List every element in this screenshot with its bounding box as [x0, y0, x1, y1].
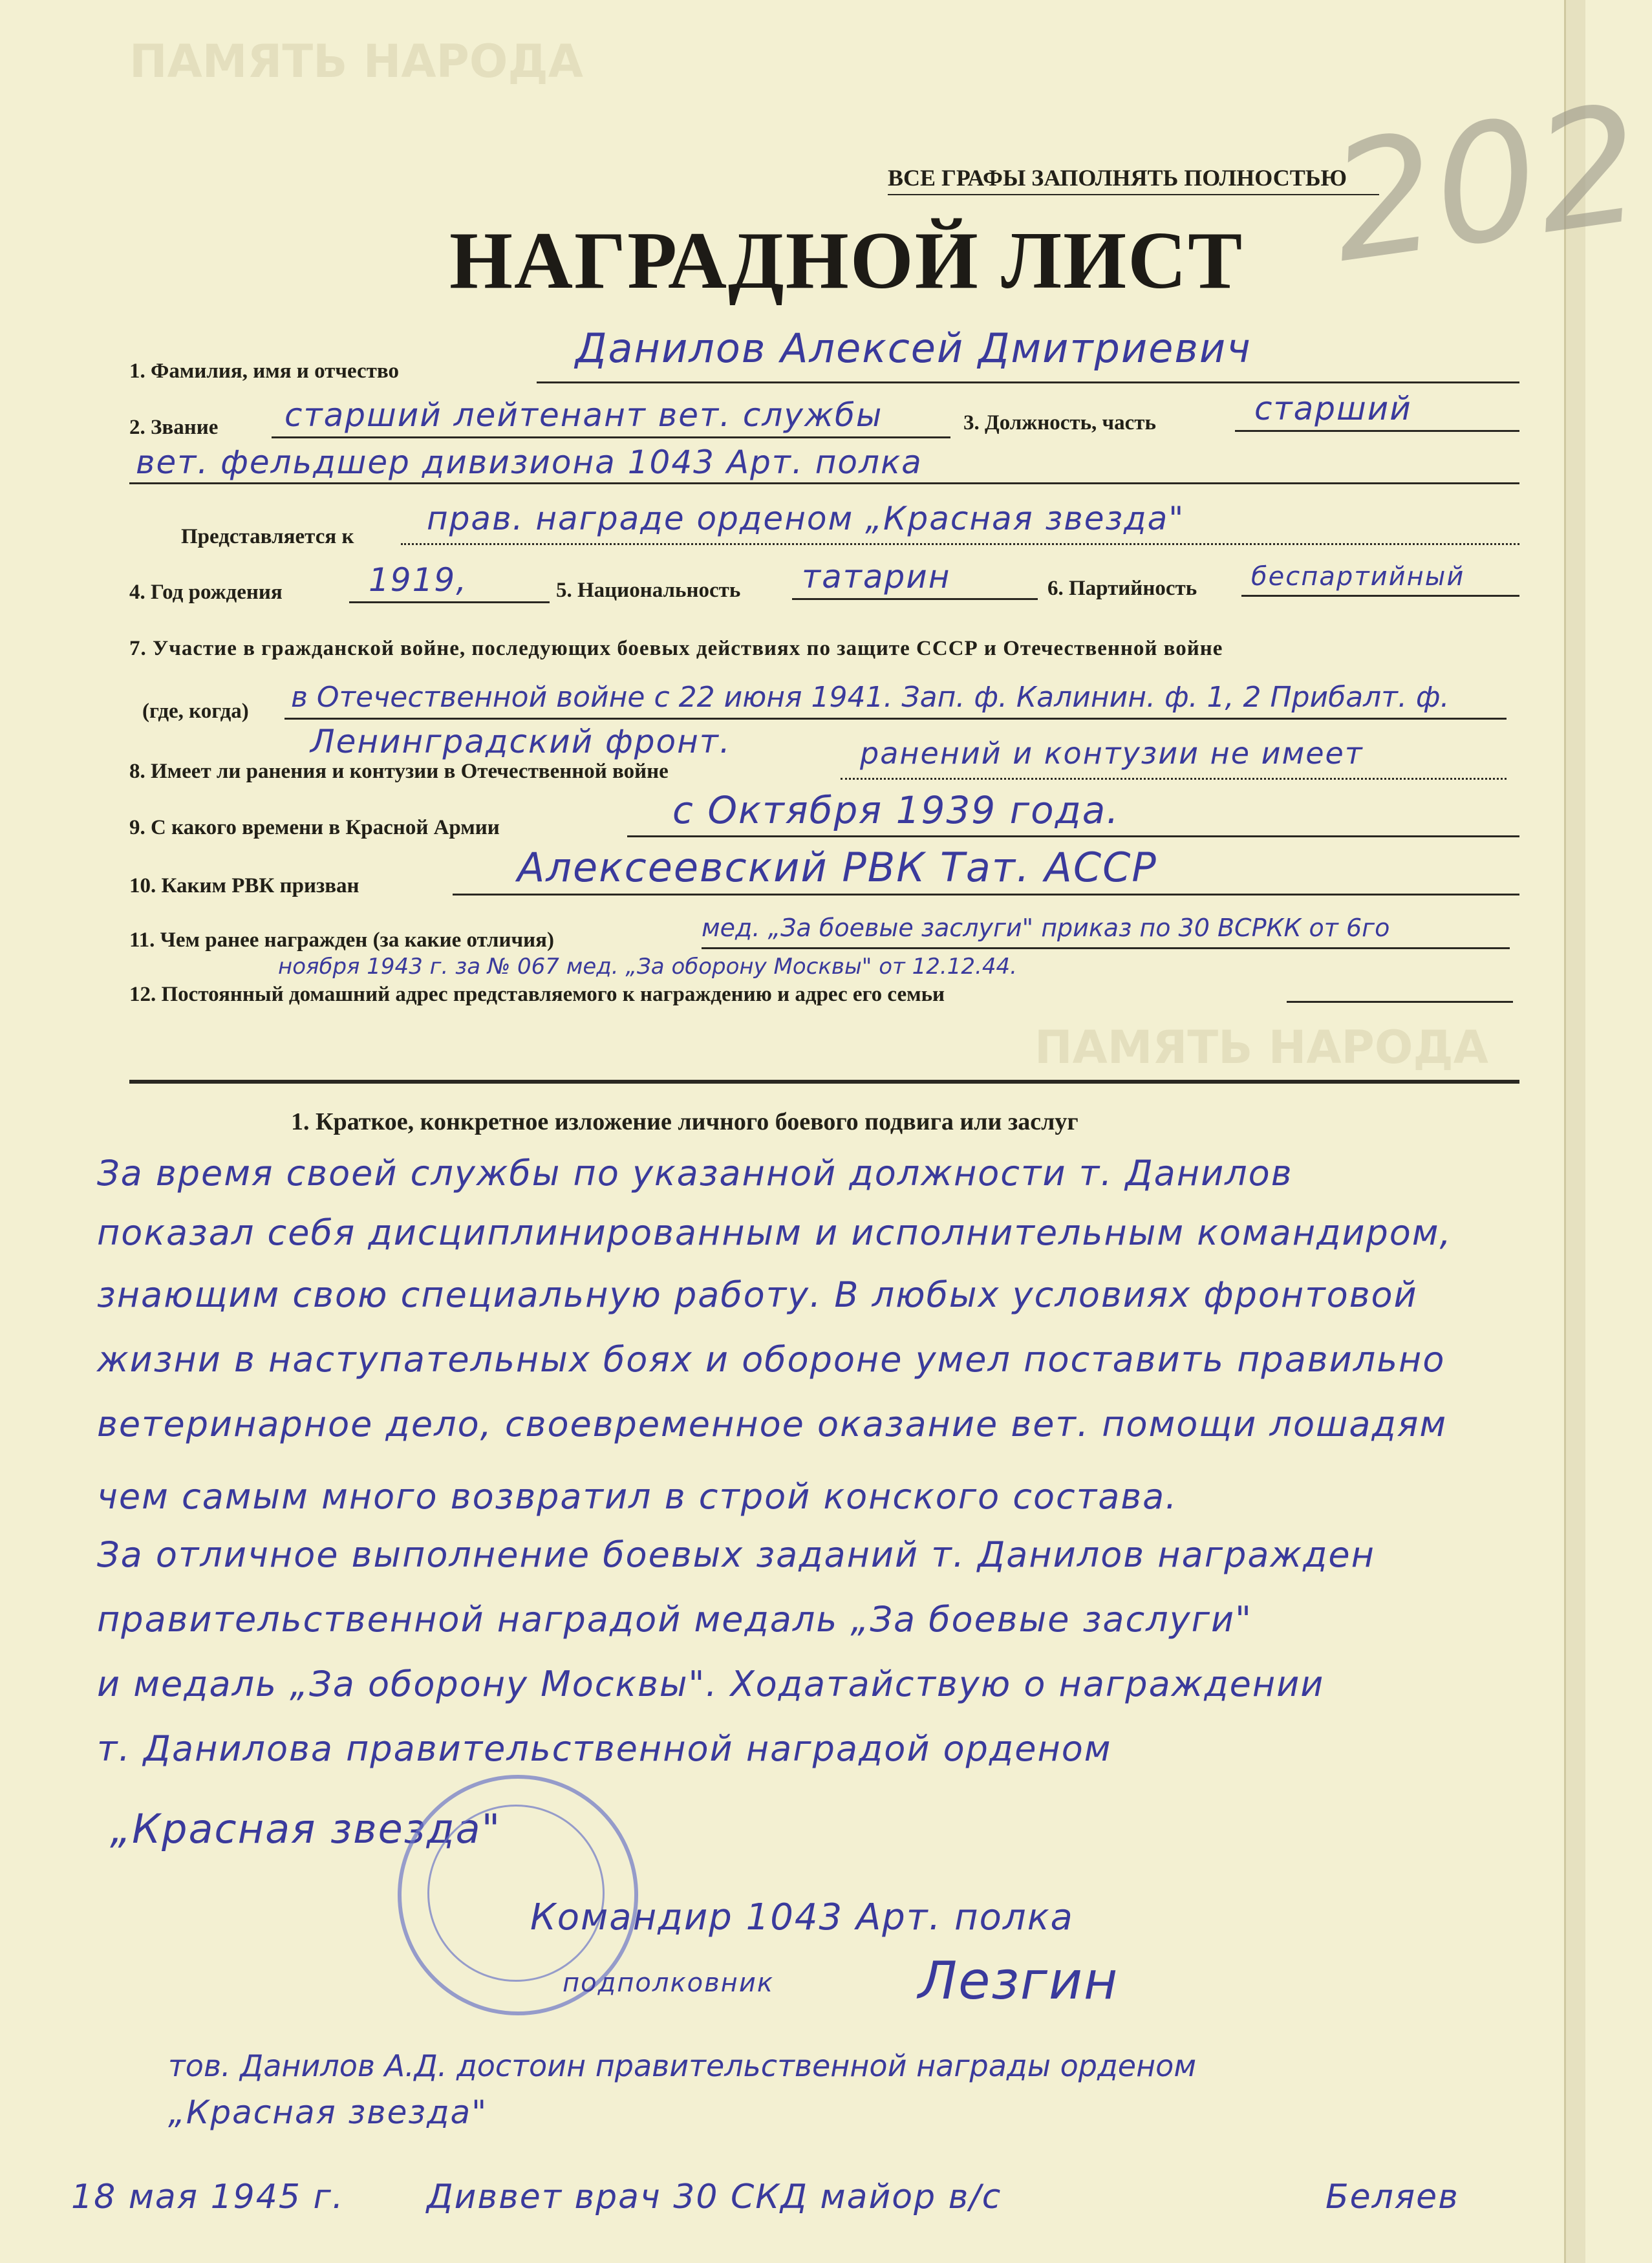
field-1-label: 1. Фамилия, имя и отчество [129, 359, 399, 383]
commander-rank: подполковник [563, 1968, 774, 1998]
field-1-value: Данилов Алексей Дмитриевич [575, 325, 1252, 372]
field-7-label: 7. Участие в гражданской войне, последующих боевых действиях по защите СССР и Отечественной войне [129, 637, 1223, 660]
field-6-label: 6. Партийность [1047, 577, 1197, 600]
field-2-label: 2. Звание [129, 416, 219, 439]
merit-line: ветеринарное дело, своевременное оказание вет. помощи лошадям [97, 1404, 1448, 1444]
merit-line: „Красная звезда" [110, 1805, 502, 1852]
field-8-value: ранений и контузии не имеет [860, 736, 1364, 771]
field-10-value: Алексеевский РВК Тат. АССР [517, 844, 1157, 891]
merit-line: чем самым много возвратил в строй конского состава. [97, 1476, 1178, 1517]
pencil-number: 202 [1320, 69, 1652, 299]
field-5-value: татарин [802, 558, 951, 595]
field-7-value: в Отечественной войне с 22 июня 1941. Зап. ф. Калинин. ф. 1, 2 Прибалт. ф. [291, 681, 1450, 714]
fill-all-note: ВСЕ ГРАФЫ ЗАПОЛНЯТЬ ПОЛНОСТЬЮ [888, 165, 1347, 191]
field-12-label: 12. Постоянный домашний адрес представляемого к награждению и адрес его семьи [129, 983, 945, 1006]
merit-line: т. Данилова правительственной наградой орденом [97, 1728, 1112, 1769]
field-4-label: 4. Год рождения [129, 581, 283, 604]
merit-line: За отличное выполнение боевых заданий т. Данилов награжден [97, 1534, 1375, 1575]
present-value: прав. награде орденом „Красная звезда" [427, 500, 1185, 537]
resolution-date: 18 мая 1945 г. [71, 2178, 345, 2216]
field-6-value: беспартийный [1251, 562, 1465, 592]
watermark: ПАМЯТЬ НАРОДА [129, 35, 583, 88]
section-heading: 1. Краткое, конкретное изложение личного боевого подвига или заслуг [291, 1108, 1078, 1135]
field-7-label-where: (где, когда) [142, 700, 249, 723]
field-5-label: 5. Национальность [556, 579, 741, 602]
watermark: ПАМЯТЬ НАРОДА [1035, 1021, 1488, 1074]
merit-line: правительственной наградой медаль „За боевые заслуги" [97, 1599, 1252, 1640]
resolution-line: тов. Данилов А.Д. достоин правительственной награды орденом [168, 2048, 1197, 2083]
field-11-label: 11. Чем ранее награжден (за какие отличия) [129, 928, 554, 952]
merit-line: знающим свою специальную работу. В любых условиях фронтовой [97, 1274, 1418, 1315]
merit-line: и медаль „За оборону Москвы". Ходатайствую о награждении [97, 1664, 1325, 1704]
field-3-value: старший [1254, 390, 1412, 427]
field-10-label: 10. Каким РВК призван [129, 874, 359, 897]
merit-line: За время своей службы по указанной должности т. Данилов [97, 1153, 1293, 1194]
commander-signature: Лезгин [918, 1951, 1119, 2011]
commander-title: Командир 1043 Арт. полка [530, 1896, 1074, 1938]
field-9-label: 9. С какого времени в Красной Армии [129, 816, 500, 839]
field-9-value: с Октября 1939 года. [672, 788, 1120, 832]
resolution-signature: Беляев [1325, 2178, 1459, 2216]
resolution-signer: Диввет врач 30 СКД майор в/с [427, 2178, 1002, 2216]
field-4-value: 1919, [369, 561, 468, 599]
field-11-value: мед. „За боевые заслуги" приказ по 30 ВСРКК от 6го [702, 914, 1390, 942]
page-edge [1564, 0, 1585, 2263]
merit-line: жизни в наступательных боях и обороне умел поставить правильно [97, 1339, 1446, 1380]
field-3-value-cont: вет. фельдшер дивизиона 1043 Арт. полка [136, 444, 923, 481]
present-label: Представляется к [181, 525, 354, 548]
field-11-value-cont: ноября 1943 г. за № 067 мед. „За оборону Москвы" от 12.12.44. [278, 954, 1017, 980]
resolution-line: „Красная звезда" [168, 2094, 488, 2131]
merit-line: показал себя дисциплинированным и исполнительным командиром, [97, 1212, 1452, 1253]
field-7-value-cont: Ленинградский фронт. [310, 723, 731, 760]
document-title: НАГРАДНОЙ ЛИСТ [449, 216, 1244, 306]
field-8-label: 8. Имеет ли ранения и контузии в Отечественной войне [129, 760, 669, 783]
field-2-value: старший лейтенант вет. службы [284, 396, 883, 434]
field-3-label: 3. Должность, часть [963, 411, 1156, 434]
